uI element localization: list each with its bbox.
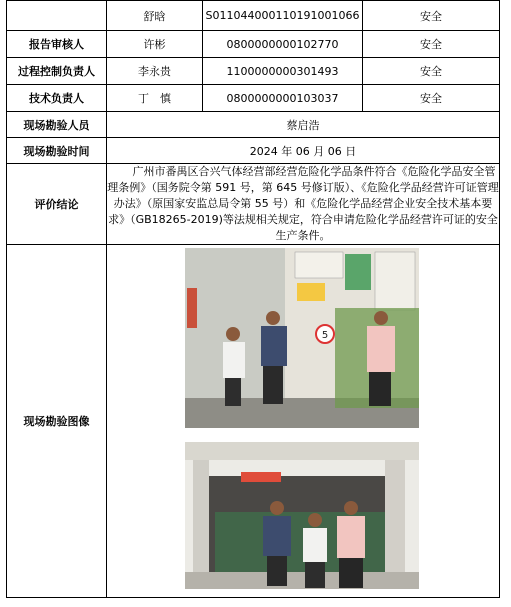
inspection-time-value: 2024 年 06 月 06 日 bbox=[107, 138, 500, 164]
person-name: 李永贵 bbox=[107, 58, 203, 85]
row-label bbox=[7, 1, 107, 31]
status-cell: 安全 bbox=[363, 58, 500, 85]
conclusion-label: 评价结论 bbox=[7, 164, 107, 245]
registration-number: 0800000000102770 bbox=[203, 31, 363, 58]
inspector-value: 蔡启浩 bbox=[107, 112, 500, 138]
row-label: 过程控制负责人 bbox=[7, 58, 107, 85]
images-row bbox=[7, 245, 500, 598]
table-row bbox=[7, 1, 500, 31]
registration-number: 0800000000103037 bbox=[203, 85, 363, 112]
images-cell bbox=[107, 245, 500, 598]
inspection-time-row bbox=[7, 138, 500, 164]
inspection-time-label: 现场勘验时间 bbox=[7, 138, 107, 164]
status-cell: 安全 bbox=[363, 31, 500, 58]
person-name: 舒晗 bbox=[107, 1, 203, 31]
status-cell: 安全 bbox=[363, 1, 500, 31]
registration-number: S01104400011019100​1066 bbox=[203, 1, 363, 31]
status-cell: 安全 bbox=[363, 85, 500, 112]
registration-number: 1100000000301493 bbox=[203, 58, 363, 85]
svg-text:5: 5 bbox=[321, 330, 329, 341]
table-row bbox=[7, 58, 500, 85]
person-name: 许彬 bbox=[107, 31, 203, 58]
conclusion-row bbox=[7, 164, 500, 245]
site-photo-icon bbox=[185, 248, 419, 428]
images-label: 现场勘验图像 bbox=[7, 245, 107, 598]
conclusion-text: 广州市番禺区合兴气体经营部经营危险化学品条件符合《危险化学品安全管理条例》（国务院令第 591 号，第 645 号修订版）、《危险化学品经营许可证管理办法》（原国家安监总局令第 55 号）和《危险化学品经营企业安全技术基本要求》（GB18265-2019)等法规相关规定，符合申请危险化学品经营许可证的安全生产条件。 bbox=[107, 164, 500, 245]
person-name: 丁 慎 bbox=[107, 85, 203, 112]
table-row bbox=[7, 31, 500, 58]
table-row bbox=[7, 85, 500, 112]
inspector-row bbox=[7, 112, 500, 138]
inspection-report-table bbox=[6, 0, 500, 598]
row-label: 报告审核人 bbox=[7, 31, 107, 58]
inspector-label: 现场勘验人员 bbox=[7, 112, 107, 138]
warehouse-photo-icon bbox=[185, 442, 419, 589]
row-label: 技术负责人 bbox=[7, 85, 107, 112]
